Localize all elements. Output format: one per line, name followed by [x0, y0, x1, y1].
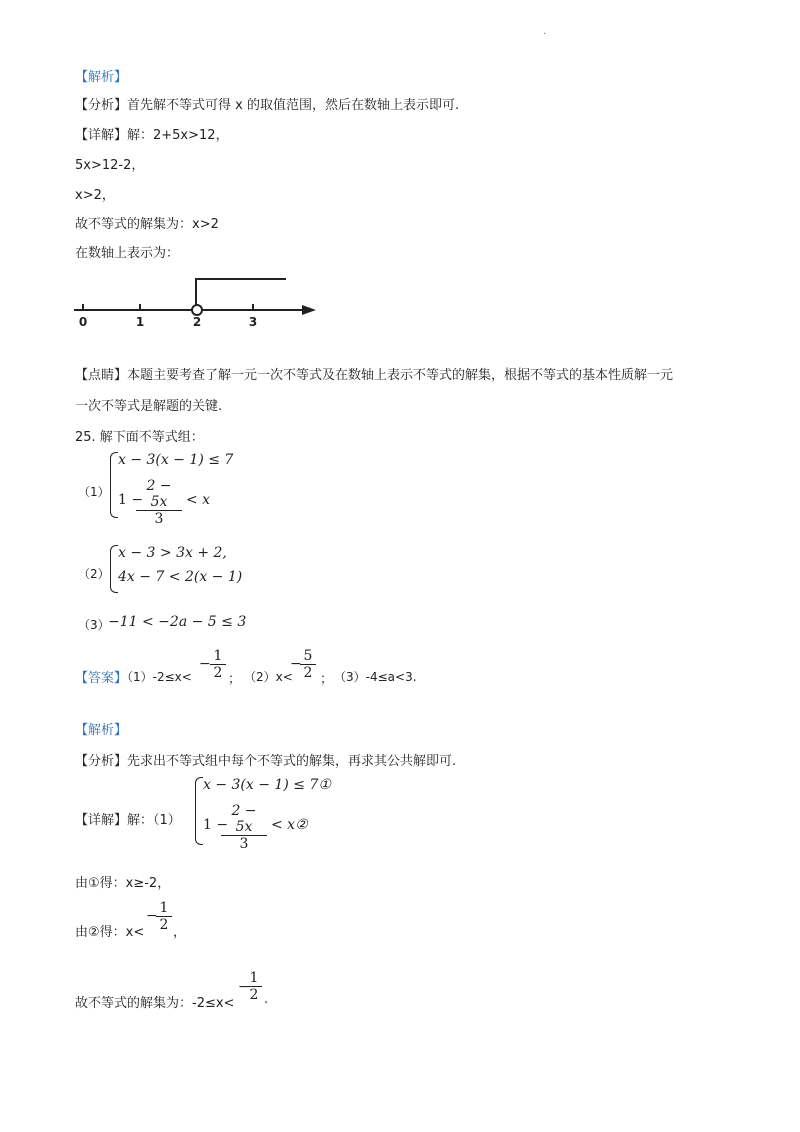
- part1-frac-num: 2 − 5x: [146, 478, 172, 510]
- final-solution-den: 2: [246, 986, 262, 1003]
- system-ineq2-lead: 1 −: [203, 817, 229, 833]
- answer-part2-den: 2: [300, 664, 316, 681]
- answer-part2-sign: −: [290, 656, 302, 672]
- answer-label: 【答案】: [75, 671, 128, 686]
- system-frac-num: 2 − 5x: [231, 803, 257, 835]
- final-solution-sign: −: [238, 979, 250, 995]
- analysis2-text: 【分析】先求出不等式组中每个不等式的解集，再求其公共解即可.: [75, 754, 457, 769]
- comment-line-2: 一次不等式是解题的关键.: [75, 399, 223, 414]
- part3-label: （3）: [78, 618, 110, 632]
- answer-part2-fraction: [300, 648, 316, 681]
- detail-text: 【详解】解：2+5x>12，: [75, 128, 229, 143]
- part2-ineq1: x − 3 > 3x + 2,: [118, 545, 227, 561]
- final-solution-num: 1: [249, 970, 259, 986]
- answer-part2-num: 5: [303, 648, 313, 664]
- number-line: [70, 268, 330, 338]
- part2-label: （2）: [78, 567, 110, 581]
- system-fraction: [221, 803, 267, 852]
- part1-ineq1: x − 3(x − 1) ≤ 7: [118, 452, 234, 468]
- part1-frac-den: 3: [136, 510, 182, 527]
- part1-fraction: [136, 478, 182, 527]
- answer-part3: （3）-4≤a<3.: [334, 670, 417, 684]
- from-eq2-tail: ，: [173, 925, 187, 940]
- from-eq2-text: 由②得：x<: [75, 925, 145, 940]
- answer-part1-fraction: [210, 648, 226, 681]
- from-eq2-num: 1: [159, 900, 169, 916]
- answer-sep-2: ；: [320, 672, 334, 687]
- answer-part1-num: 1: [213, 648, 223, 664]
- comment-line-1: 【点睛】本题主要考查了解一元一次不等式及在数轴上表示不等式的解集，根据不等式的基本性质解一元: [75, 368, 674, 383]
- answer-part2: （2）x<: [244, 670, 293, 684]
- part2-ineq2: 4x − 7 < 2(x − 1): [118, 569, 243, 585]
- question-title: 25. 解下面不等式组：: [75, 430, 204, 445]
- part1-ineq2-tail: < x: [186, 492, 211, 508]
- tick-label-3: 3: [248, 315, 258, 329]
- conclusion-text: 故不等式的解集为：x>2: [75, 217, 219, 232]
- step-line-1: 5x>12-2，: [75, 158, 145, 173]
- solution-ray: [196, 279, 286, 306]
- analysis-text: 【分析】首先解不等式可得 x 的取值范围，然后在数轴上表示即可.: [75, 98, 460, 113]
- part3-expr: −11 < −2a − 5 ≤ 3: [108, 614, 247, 630]
- final-solution-text: 故不等式的解集为：-2≤x<: [75, 996, 235, 1011]
- system-ineq1: x − 3(x − 1) ≤ 7①: [203, 777, 331, 793]
- numberline-intro: 在数轴上表示为：: [75, 246, 180, 261]
- answer-part1-den: 2: [210, 664, 226, 681]
- tick-label-0: 0: [78, 315, 88, 329]
- tick-label-1: 1: [135, 315, 145, 329]
- system-frac-den: 3: [221, 835, 267, 852]
- part1-label: （1）: [78, 485, 110, 499]
- answer-sep-1: ；: [228, 672, 242, 687]
- section-label-jiexi: 【解析】: [75, 70, 128, 85]
- tick-label-2: 2: [192, 315, 202, 329]
- header-dot: .: [543, 26, 547, 37]
- answer-part1: （1）-2≤x<: [121, 670, 192, 684]
- answer-part1-sign: −: [199, 656, 211, 672]
- part2-brace: [110, 545, 118, 593]
- open-point-icon: [192, 305, 202, 315]
- system-brace: [195, 777, 203, 845]
- from-eq1-text: 由①得：x≥-2，: [75, 876, 171, 891]
- section2-label-jiexi: 【解析】: [75, 723, 128, 738]
- final-solution-fraction: [246, 970, 262, 1003]
- final-solution-tail: .: [264, 992, 269, 1007]
- step-line-2: x>2，: [75, 188, 115, 203]
- from-eq2-fraction: [156, 900, 172, 933]
- axis-arrow-icon: [302, 305, 316, 315]
- from-eq2-den: 2: [156, 916, 172, 933]
- from-eq2-sign: −: [146, 908, 158, 924]
- detail2-label: 【详解】解：（1）: [75, 813, 181, 828]
- tick-labels: [79, 315, 257, 329]
- part1-brace: [110, 452, 118, 518]
- part1-ineq2-lead: 1 −: [118, 492, 144, 508]
- system-ineq2-tail: < x②: [271, 817, 308, 833]
